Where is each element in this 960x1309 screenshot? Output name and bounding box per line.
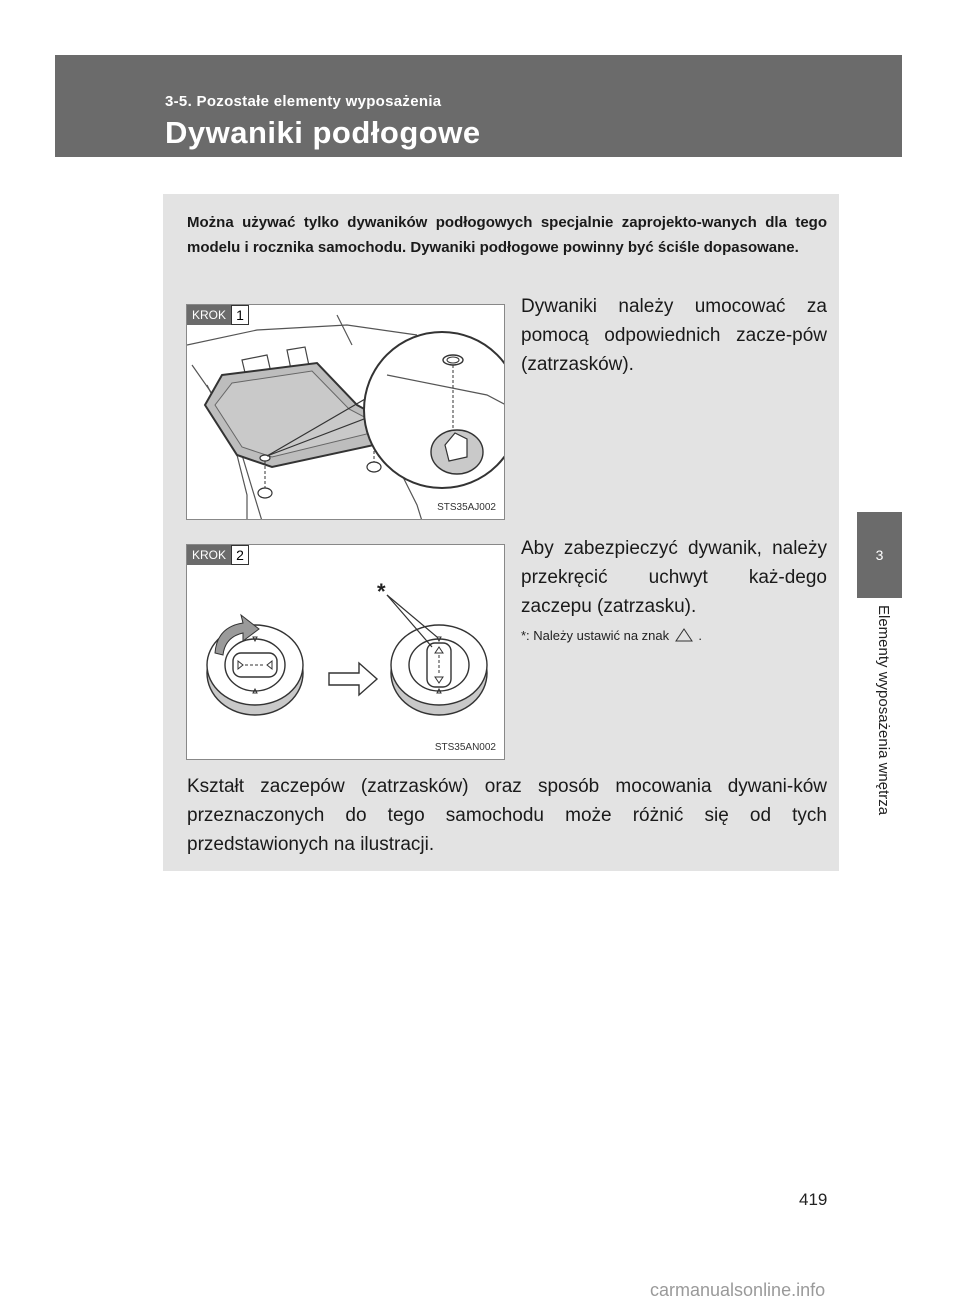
asterisk-note: *: Należy ustawić na znak .: [521, 628, 702, 643]
chapter-tab-label: Elementy wyposażenia wnętrza: [875, 605, 892, 816]
clip-turn-illustration: [187, 545, 505, 760]
step-badge-1: KROK 1: [187, 305, 249, 325]
step-2-text: Aby zabezpieczyć dywanik, należy przekręcić uchwyt każ-dego zaczepu (zatrzasku).: [521, 538, 827, 617]
figure-asterisk: *: [377, 579, 386, 604]
intro-paragraph: Można używać tylko dywaników podłogowych specjalnie zaprojekto-wanych dla tego modelu i rocznika samochodu. Dywaniki podłogowe powinny być ściśle dopasowane.: [187, 214, 827, 256]
watermark: carmanualsonline.info: [650, 1280, 826, 1300]
step-badge-2: KROK 2: [187, 545, 249, 565]
figure-code: STS35AJ002: [437, 502, 496, 513]
figure-code: STS35AN002: [434, 742, 496, 753]
figure-step-2: [186, 544, 505, 760]
page-number: 419: [799, 1190, 828, 1209]
content-panel: [163, 194, 839, 871]
floor-mat-illustration: [187, 305, 505, 520]
section-title: 3-5. Pozostałe elementy wyposażenia: [165, 93, 442, 110]
chapter-tab: 3: [857, 512, 902, 598]
figure-step-1: [186, 304, 505, 520]
page-title: Dywaniki podłogowe: [165, 115, 481, 150]
triangle-mark-icon: [675, 628, 693, 642]
chapter-header: [55, 55, 902, 157]
closing-paragraph: Kształt zaczepów (zatrzasków) oraz sposób mocowania dywani-ków przeznaczonych do tego samochodu może różnić się od tych przedstawionych na ilustracji.: [187, 776, 827, 855]
step-1-text: Dywaniki należy umocować za pomocą odpowiednich zacze-pów (zatrzasków).: [521, 296, 827, 375]
